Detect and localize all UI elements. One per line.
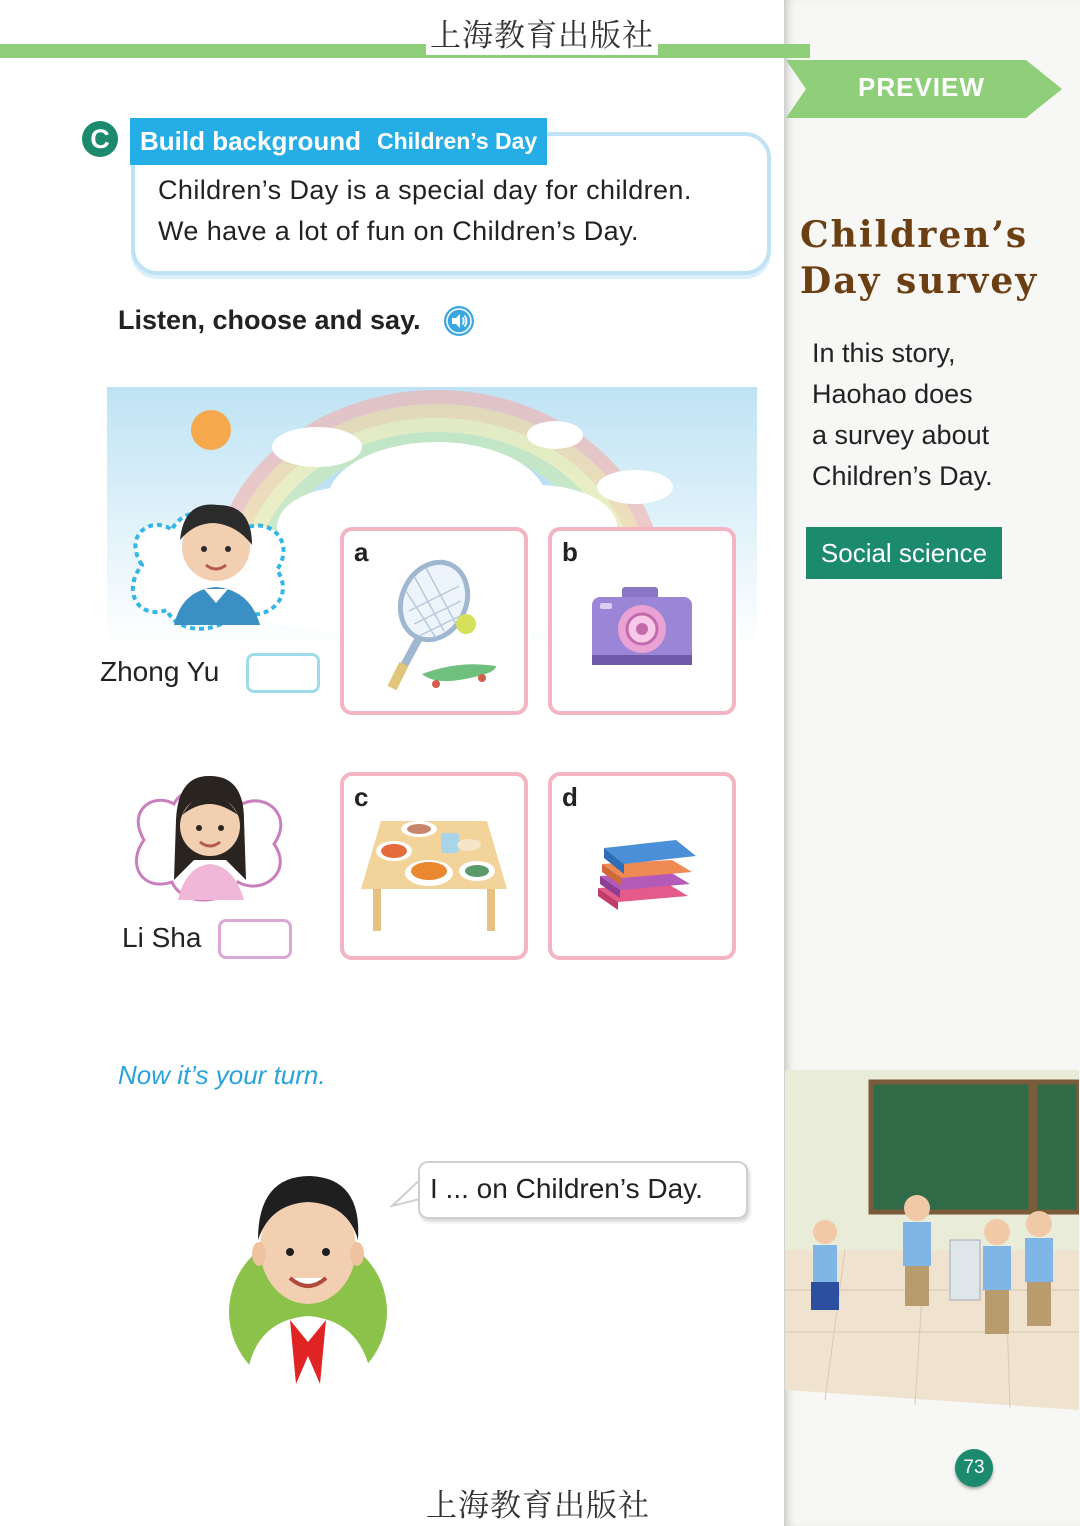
option-letter: c [354,782,369,812]
header-rule [0,44,810,58]
story-summary [812,333,1062,497]
student-name-li-sha: Li Sha [122,922,202,953]
section-topic: Children’s Day [377,128,538,154]
option-card-c[interactable] [340,772,528,960]
footer-publisher: 上海教育出版社 [426,1488,650,1524]
build-background-header [130,118,547,165]
background-text-line: We have a lot of fun on Children’s Day. [158,216,639,246]
camera-icon [582,571,702,681]
story-title-line1: Children’s [800,214,1029,256]
food-table-icon [359,811,509,936]
option-letter: d [562,782,578,812]
option-letter: a [354,537,369,567]
activity-instruction: Listen, choose and say. [118,305,421,335]
boy-portrait [228,1170,390,1392]
zhong-yu-avatar [122,495,294,635]
option-letter: b [562,537,578,567]
page-number: 73 [955,1449,993,1487]
option-card-d[interactable] [548,772,736,960]
background-text-line: Children’s Day is a special day for children. [158,175,692,205]
li-sha-avatar [126,770,290,905]
subject-badge: Social science [806,527,1002,579]
answer-box-li-sha[interactable] [218,919,292,959]
books-icon [592,826,702,916]
section-c-badge: C [82,121,118,157]
summary-line: a survey about [812,420,990,450]
answer-box-zhong-yu[interactable] [246,653,320,693]
option-card-b[interactable] [548,527,736,715]
summary-line: Children’s Day. [812,461,993,491]
preview-label: PREVIEW [858,72,985,102]
audio-speaker-icon[interactable] [443,305,475,337]
summary-line: Haohao does [812,379,973,409]
summary-line: In this story, [812,338,956,368]
option-card-a[interactable] [340,527,528,715]
story-title-line2: Day survey [800,260,1039,302]
classroom-illustration [785,1070,1079,1410]
sun-icon [191,410,231,450]
speech-bubble-text: I ... on Children’s Day. [430,1173,703,1204]
your-turn-prompt: Now it’s your turn. [118,1060,326,1090]
story-title [800,212,1070,304]
section-heading: Build background [140,126,361,156]
student-name-zhong-yu: Zhong Yu [100,656,220,687]
tennis-racket-skateboard-icon [364,556,504,696]
header-publisher: 上海教育出版社 [426,10,658,55]
